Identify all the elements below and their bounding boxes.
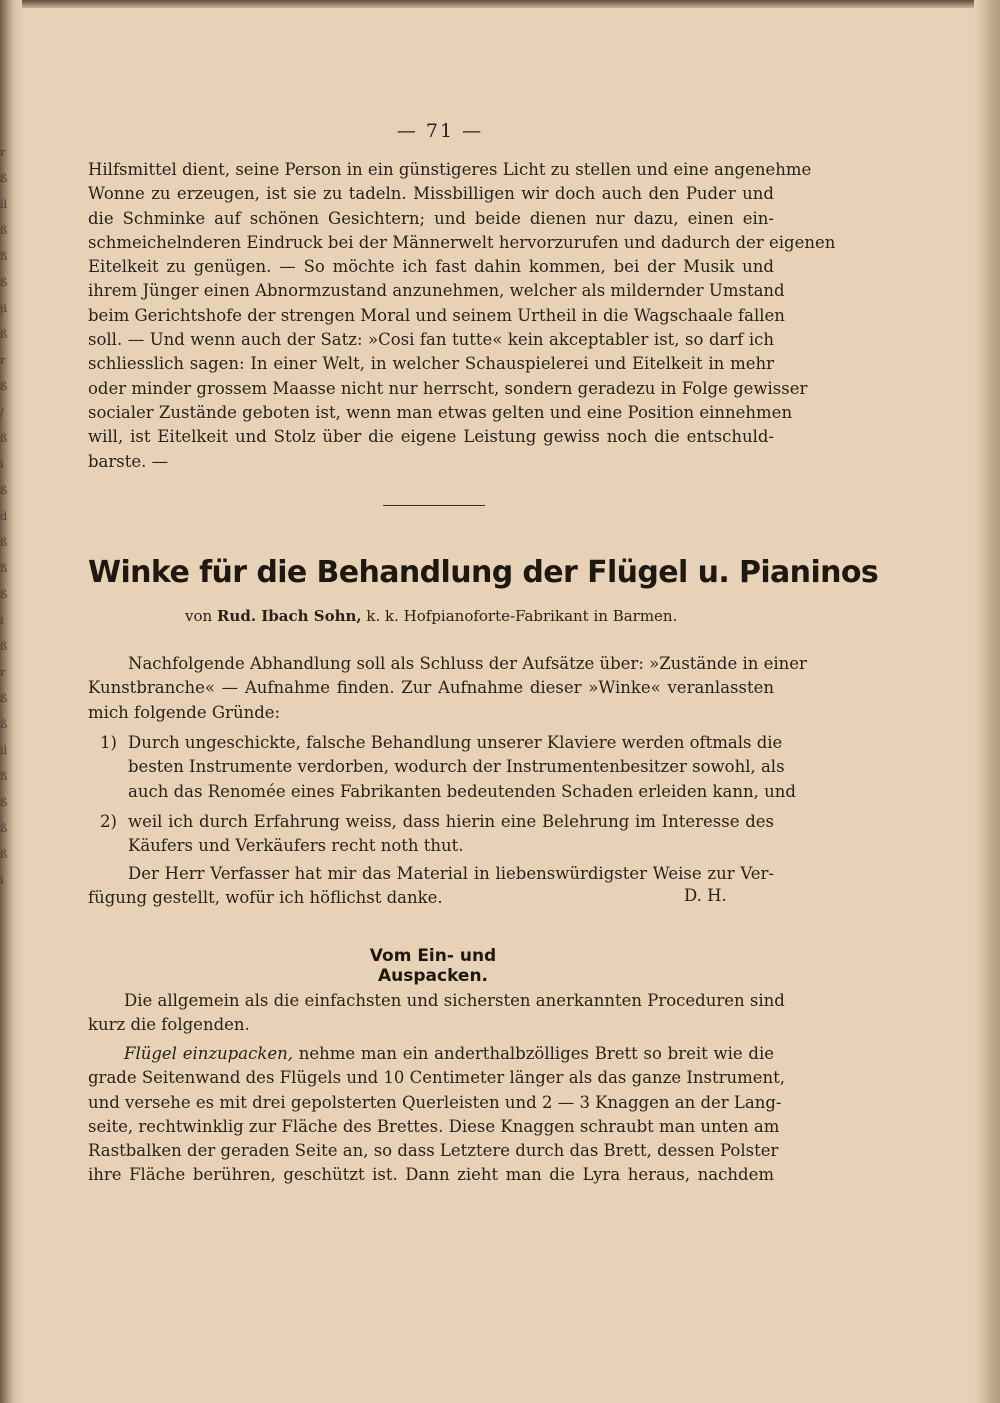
page-right-edge — [974, 0, 1000, 1403]
margin-glyph: r — [0, 146, 6, 159]
margin-glyph: il — [0, 198, 8, 211]
text-line: Rastbalken der geraden Seite an, so dass Letztere durch das Brett, dessen Polster — [88, 1141, 779, 1161]
text-line: grade Seitenwand des Flügels und 10 Centimeter länger als das ganze Instrument, — [88, 1068, 786, 1088]
packing-lead: Flügel einzupacken, — [124, 1044, 293, 1063]
margin-glyph: ß — [0, 172, 8, 185]
margin-glyph: i — [0, 614, 4, 627]
thanks-paragraph — [88, 862, 774, 911]
packing-paragraph — [88, 1042, 786, 1188]
margin-glyph: ß — [0, 848, 8, 861]
text-line: mich folgende Gründe: — [88, 702, 281, 722]
text-line: schliesslich sagen: In einer Welt, in welcher Schauspielerei und Eitelkeit in mehr — [88, 354, 774, 374]
text-line: seite, rechtwinklig zur Fläche des Brettes. Diese Knaggen schraubt man unten am — [88, 1116, 780, 1136]
section-heading: Vom Ein- und Auspacken. — [369, 946, 497, 986]
section-divider — [383, 505, 485, 506]
byline-prefix: von — [185, 607, 213, 625]
margin-glyph: ß — [0, 328, 8, 341]
text-line: Wonne zu erzeugen, ist sie zu tadeln. Missbilligen wir doch auch den Puder und — [88, 184, 774, 204]
margin-glyph: ß — [0, 588, 8, 601]
reason-text — [128, 810, 774, 859]
text-line: schmeichelnderen Eindruck bei der Männerwelt hervorzurufen und dadurch der eigenen — [88, 232, 836, 252]
margin-glyph: ji — [0, 302, 7, 315]
text-line: barste. — — [88, 451, 169, 471]
margin-glyph: i — [0, 874, 4, 887]
reason-number: 2) — [100, 812, 117, 831]
preface-paragraph — [88, 652, 807, 725]
text-line: weil ich durch Erfahrung weiss, dass hierin eine Belehrung im Interesse des — [128, 812, 774, 831]
margin-glyph: ß — [0, 718, 8, 731]
text-line: Flügel einzupacken, nehme man ein anderthalbzölliges Brett so breit wie die — [124, 1044, 775, 1063]
margin-glyph: ß — [0, 770, 8, 783]
text-line: ihrem Jünger einen Abnormzustand anzunehmen, welcher als mildernder Umstand — [88, 281, 785, 301]
margin-glyph: ß — [0, 276, 8, 289]
margin-glyph: il — [0, 744, 8, 757]
reason-item-2 — [100, 810, 774, 860]
text-line: will, ist Eitelkeit und Stolz über die eigene Leistung gewiss noch die entschuld- — [88, 427, 774, 447]
text-line: beim Gerichtshofe der strengen Moral und seinem Urtheil in die Wagschaale fallen — [88, 305, 785, 325]
text-line: Der Herr Verfasser hat mir das Material in liebenswürdigster Weise zur Ver- — [128, 864, 774, 883]
margin-glyph: ß — [0, 536, 8, 549]
binding-margin-glyphs — [0, 140, 14, 1240]
page-number: — 71 — — [396, 120, 484, 142]
byline-author: Rud. Ibach Sohn, — [216, 607, 362, 625]
text-line: besten Instrumente verdorben, wodurch der Instrumentenbesitzer sowohl, als — [128, 757, 785, 777]
margin-glyph: r — [0, 354, 6, 367]
margin-glyph: ß — [0, 484, 8, 497]
text-line: kurz die folgenden. — [88, 1015, 250, 1035]
margin-glyph: r — [0, 666, 6, 679]
text-line: Eitelkeit zu genügen. — So möchte ich fast dahin kommen, bei der Musik und — [88, 257, 774, 277]
reason-item-1 — [100, 731, 796, 806]
text-line: soll. — Und wenn auch der Satz: »Cosi fan tutte« kein akceptabler ist, so darf ich — [88, 330, 774, 350]
text-line: Nachfolgende Abhandlung soll als Schluss der Aufsätze über: »Zustände in einer — [128, 654, 807, 673]
margin-glyph: ß — [0, 224, 8, 237]
margin-glyph: ß — [0, 822, 8, 835]
text-line: die Schminke auf schönen Gesichtern; und beide dienen nur dazu, einen ein- — [88, 208, 774, 228]
margin-glyph: ß — [0, 250, 8, 263]
text-line: auch das Renomée eines Fabrikanten bedeutenden Schaden erleiden kann, und — [128, 781, 796, 801]
text-line: oder minder grossem Maasse nicht nur herrscht, sondern geradezu in Folge gewisser — [88, 378, 808, 398]
margin-glyph: ß — [0, 692, 8, 705]
margin-glyph: d — [0, 510, 8, 523]
article-title: Winke für die Behandlung der Flügel u. Pianinos — [88, 555, 879, 590]
text-line: socialer Zustände geboten ist, wenn man etwas gelten und eine Position einnehmen — [88, 402, 793, 422]
text-line: Durch ungeschickte, falsche Behandlung unserer Klaviere werden oftmals die — [128, 733, 783, 752]
margin-glyph: ß — [0, 380, 8, 393]
reason-text — [128, 731, 796, 804]
reason-number: 1) — [100, 733, 117, 752]
text-line: Käufers und Verkäufers recht noth thut. — [128, 836, 464, 856]
article-byline — [185, 607, 685, 625]
text-line: Kunstbranche« — Aufnahme finden. Zur Aufnahme dieser »Winke« veranlassten — [88, 678, 774, 698]
page-top-edge — [0, 0, 1000, 8]
byline-suffix: k. k. Hofpianoforte-Fabrikant in Barmen. — [366, 607, 678, 625]
margin-glyph: i — [0, 458, 4, 471]
margin-glyph: ß — [0, 432, 8, 445]
margin-glyph: / — [0, 406, 4, 419]
margin-glyph: ß — [0, 562, 8, 575]
text-line: ihre Fläche berühren, geschützt ist. Dann zieht man die Lyra heraus, nachdem — [88, 1165, 774, 1185]
editor-signature: D. H. — [684, 886, 727, 905]
section-intro — [88, 989, 785, 1038]
text-line: Hilfsmittel dient, seine Person in ein günstigeres Licht zu stellen und eine angenehme — [88, 160, 812, 179]
margin-glyph: ß — [0, 796, 8, 809]
text-line: und versehe es mit drei gepolsterten Querleisten und 2 — 3 Knaggen an der Lang- — [88, 1092, 782, 1112]
margin-glyph: ß — [0, 640, 8, 653]
text-line: Die allgemein als die einfachsten und sichersten anerkannten Proceduren sind — [124, 991, 785, 1010]
intro-paragraph — [88, 158, 836, 474]
text-line: fügung gestellt, wofür ich höflichst danke. — [88, 888, 443, 908]
